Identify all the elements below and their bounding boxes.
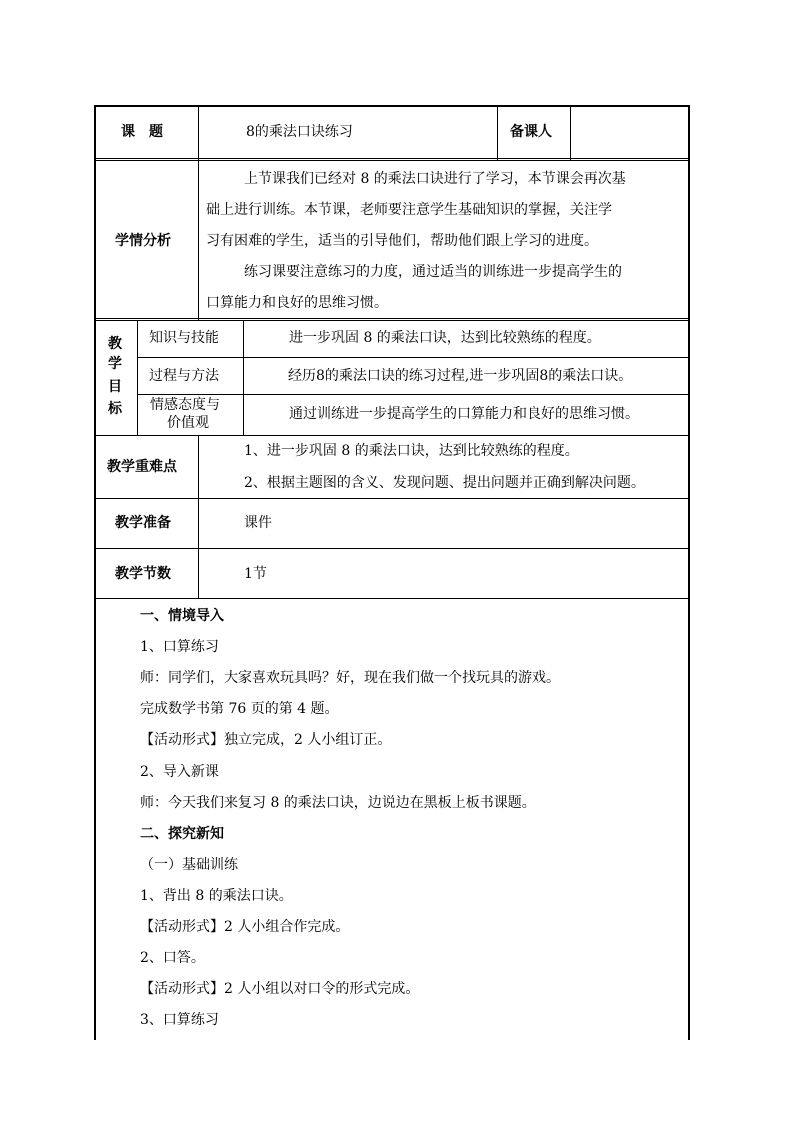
analysis-line: 练习课要注意练习的力度，通过适当的训练进一步提高学生的: [244, 264, 622, 280]
row-divider: [94, 318, 690, 319]
goals-label-char: 学: [108, 356, 122, 372]
periods-value: 1节: [244, 566, 267, 582]
analysis-line: 上节课我们已经对 8 的乘法口诀进行了学习，本节课会再次基: [244, 171, 626, 187]
preparation-label: 教学准备: [115, 515, 171, 531]
analysis-line: 础上进行训练。本节课，老师要注意学生基础知识的掌握，关注学: [206, 202, 612, 218]
goal-category: 价值观: [167, 415, 209, 431]
row-divider: [94, 160, 690, 161]
row-divider: [94, 320, 690, 321]
topic-value: 8的乘法口诀练习: [246, 124, 353, 140]
row-divider: [94, 498, 690, 499]
goal-content: 进一步巩固 8 的乘法口诀，达到比较熟练的程度。: [289, 330, 601, 346]
process-line: 完成数学书第 76 页的第 4 题。: [140, 701, 339, 718]
col-divider: [497, 105, 498, 160]
col-divider: [198, 435, 199, 598]
section-heading: 一、情境导入: [140, 608, 224, 624]
analysis-label: 学情分析: [115, 233, 171, 249]
goal-category: 情感态度与: [150, 397, 220, 413]
goals-label-char: 教: [108, 336, 122, 352]
row-divider: [94, 158, 690, 159]
preparation-value: 课件: [244, 515, 272, 531]
periods-label: 教学节数: [115, 566, 171, 582]
process-line: 1、口算练习: [140, 639, 219, 656]
col-divider: [570, 105, 571, 160]
col-divider: [198, 105, 199, 320]
goal-content: 经历8的乘法口诀的练习过程,进一步巩固8的乘法口诀。: [288, 368, 633, 384]
preparer-label: 备课人: [510, 124, 552, 140]
goal-category: 知识与技能: [149, 330, 219, 346]
process-line: 1、背出 8 的乘法口诀。: [140, 887, 293, 904]
goal-category: 过程与方法: [149, 368, 219, 384]
row-divider: [137, 357, 690, 358]
topic-label: 课 题: [121, 124, 163, 140]
process-line: 3、口算练习: [140, 1012, 219, 1029]
key-point-item: 2、根据主题图的含义、发现问题、提出问题并正确到解决问题。: [244, 475, 645, 491]
process-line: 【活动形式】2 人小组合作完成。: [140, 919, 350, 935]
col-divider: [243, 320, 244, 435]
goal-content: 通过训练进一步提高学生的口算能力和良好的思维习惯。: [289, 406, 639, 422]
process-line: 2、口答。: [140, 950, 205, 967]
process-line: （一）基础训练: [140, 856, 238, 873]
process-line: 【活动形式】2 人小组以对口令的形式完成。: [140, 981, 420, 998]
analysis-line: 口算能力和良好的思维习惯。: [206, 295, 388, 311]
key-point-item: 1、进一步巩固 8 的乘法口诀，达到比较熟练的程度。: [244, 443, 579, 459]
row-divider: [94, 598, 690, 599]
row-divider: [94, 435, 690, 436]
process-line: 师：同学们，大家喜欢玩具吗？好，现在我们做一个找玩具的游戏。: [140, 670, 560, 687]
goals-label-char: 标: [108, 401, 122, 417]
process-line: 2、导入新课: [140, 763, 219, 780]
analysis-line: 习有困难的学生，适当的引导他们，帮助他们跟上学习的进度。: [206, 233, 598, 249]
section-heading: 二、探究新知: [140, 825, 224, 842]
row-divider: [94, 548, 690, 549]
key-points-label: 教学重难点: [107, 459, 177, 475]
process-line: 【活动形式】独立完成，2 人小组订正。: [140, 732, 392, 749]
col-divider: [137, 320, 138, 435]
process-line: 师：今天我们来复习 8 的乘法口诀，边说边在黑板上板书课题。: [140, 794, 536, 811]
goals-label-char: 目: [108, 379, 122, 395]
row-divider: [137, 394, 690, 395]
